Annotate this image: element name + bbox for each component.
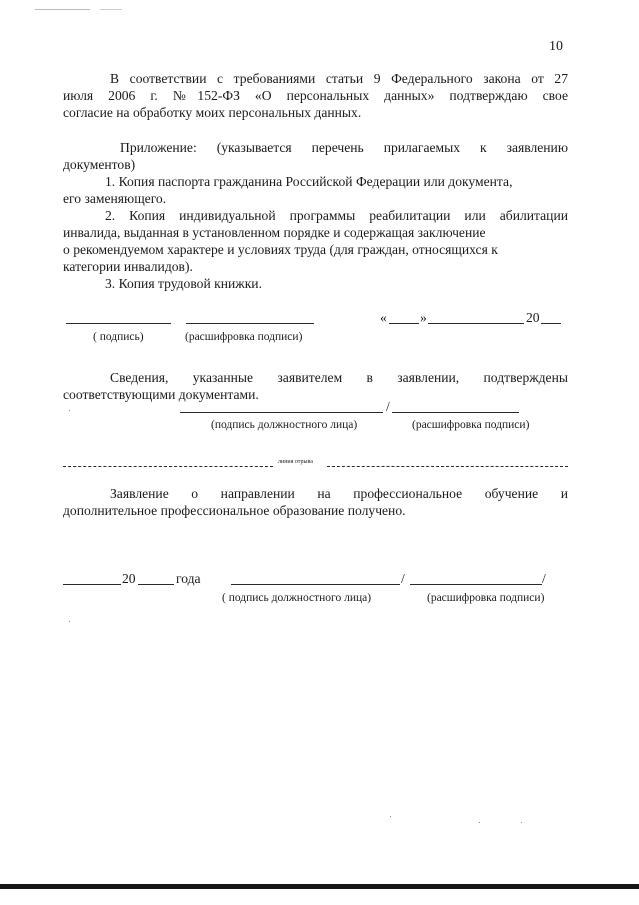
page-number: 10: [549, 39, 563, 54]
attachment-item-1-line-1: 1. Копия паспорта гражданина Российской Федерации или документа,: [105, 174, 513, 189]
receipt-official-signature-line: [231, 584, 400, 585]
official-decoding-label: (расшифровка подписи): [412, 419, 530, 431]
official-decoding-line: [392, 412, 519, 413]
date-year-prefix: 20: [526, 310, 540, 325]
cut-line-right: [327, 466, 568, 467]
applicant-signature-label: ( подпись): [93, 331, 144, 343]
applicant-decoding-line: [186, 323, 314, 324]
scan-speck: [390, 816, 391, 817]
attachment-item-1-line-2: его заменяющего.: [63, 191, 167, 206]
attachment-item-2-line-4: категории инвалидов).: [63, 259, 193, 274]
official-signature-line: [180, 412, 383, 413]
scan-speck: [521, 822, 522, 823]
verification-line-1: Сведения, указанные заявителем в заявлении, подтверждены: [110, 370, 568, 385]
date-quote-close: »: [420, 310, 427, 325]
applicant-decoding-label: (расшифровка подписи): [185, 331, 303, 343]
verification-line-2: соответствующими документами.: [63, 387, 259, 402]
receipt-paragraph: [63, 485, 568, 519]
scan-speck: [69, 410, 70, 411]
date-month-line: [428, 323, 524, 324]
attachments-section: [63, 139, 568, 292]
receipt-official-decoding-line: [410, 584, 542, 585]
receipt-slash-1: /: [401, 571, 405, 586]
receipt-year-suffix: года: [176, 571, 201, 586]
scan-artifact: [35, 9, 90, 10]
attachments-intro-line-1: Приложение: (указывается перечень прилагаемых к заявлению: [120, 140, 568, 155]
attachment-item-2-line-1: 2. Копия индивидуальной программы реабилитации или абилитации: [105, 208, 568, 223]
consent-line-2: июля 2006 г. №152-ФЗ «О персональных данных» подтверждаю свое: [63, 88, 568, 103]
receipt-date-day-line: [63, 584, 121, 585]
attachment-item-2-line-2: инвалида, выданная в установленном порядке и содержащая заключение: [63, 225, 486, 240]
date-year-line: [541, 323, 561, 324]
receipt-year-prefix: 20: [122, 571, 136, 586]
verification-paragraph: [63, 369, 568, 403]
consent-paragraph: [63, 70, 568, 121]
scan-artifact: [100, 9, 122, 10]
scan-bottom-bar: [0, 884, 639, 889]
scan-speck: [69, 621, 70, 622]
verification-slash: /: [386, 399, 390, 414]
attachment-item-3: 3. Копия трудовой книжки.: [105, 276, 262, 291]
receipt-decoding-label: (расшифровка подписи): [427, 592, 545, 604]
consent-line-1: В соответствии с требованиями статьи 9 Федерального закона от 27: [110, 71, 568, 86]
cut-line-left: [63, 466, 273, 467]
receipt-slash-2: /: [542, 571, 546, 586]
date-day-line: [389, 323, 419, 324]
date-quote-open: «: [380, 310, 387, 325]
receipt-line-2: дополнительное профессиональное образование получено.: [63, 503, 406, 518]
applicant-signature-line: [66, 323, 171, 324]
consent-line-3: согласие на обработку моих персональных данных.: [63, 105, 362, 120]
scan-speck: [479, 822, 480, 823]
attachments-intro-line-2: документов): [63, 157, 136, 172]
cut-line-label: линия отрыва: [278, 459, 313, 465]
attachment-item-2-line-3: о рекомендуемом характере и условиях труда (для граждан, относящихся к: [63, 242, 498, 257]
receipt-year-line: [138, 584, 174, 585]
receipt-line-1: Заявление о направлении на профессиональное обучение и: [110, 486, 568, 501]
official-signature-label: (подпись должностного лица): [211, 419, 358, 431]
receipt-official-signature-label: ( подпись должностного лица): [222, 592, 372, 604]
